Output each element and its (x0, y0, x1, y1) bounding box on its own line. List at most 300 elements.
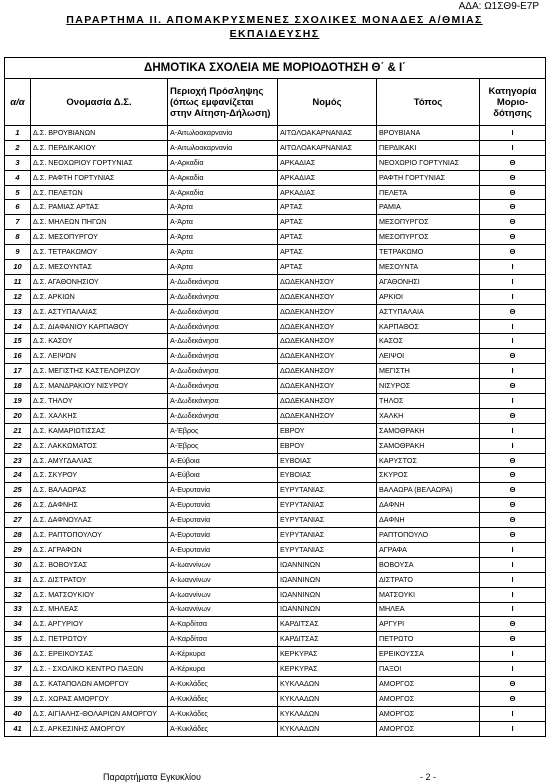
school-name: Δ.Σ. ΧΑΛΚΗΣ (31, 408, 168, 423)
score-category: Ι (480, 394, 546, 409)
prefecture: ΕΥΒΟΙΑΣ (278, 453, 377, 468)
table-row (5, 274, 546, 289)
hiring-area: Α-Εύβοια (168, 453, 278, 468)
table-row (5, 200, 546, 215)
row-number: 21 (5, 423, 31, 438)
school-name: Δ.Σ. ΔΑΦΝΟΥΛΑΣ (31, 513, 168, 528)
school-name: Δ.Σ. ΜΕΓΙΣΤΗΣ ΚΑΣΤΕΛΟΡΙΖΟΥ (31, 364, 168, 379)
school-name: Δ.Σ. ΛΕΙΨΩΝ (31, 349, 168, 364)
row-number: 9 (5, 245, 31, 260)
score-category: Θ (480, 304, 546, 319)
prefecture: ΕΒΡΟΥ (278, 423, 377, 438)
hiring-area: Α-Άρτα (168, 200, 278, 215)
hiring-area: Α-Δωδεκάνησα (168, 349, 278, 364)
score-category: Θ (480, 676, 546, 691)
hiring-area: Α-Δωδεκάνησα (168, 334, 278, 349)
school-name: Δ.Σ. ΧΩΡΑΣ ΑΜΟΡΓΟΥ (31, 691, 168, 706)
table-row (5, 721, 546, 736)
location: ΒΑΛΑΩΡΑ (ΒΕΛΑΩΡΑ) (377, 483, 480, 498)
prefecture: ΚΥΚΛΑΔΩΝ (278, 706, 377, 721)
location: ΑΡΓΥΡΙ (377, 617, 480, 632)
row-number: 4 (5, 170, 31, 185)
table-row (5, 126, 546, 141)
score-category: Ι (480, 602, 546, 617)
row-number: 20 (5, 408, 31, 423)
table-row (5, 319, 546, 334)
hiring-area: Α-Κυκλάδες (168, 721, 278, 736)
location: ΜΕΣΟΠΥΡΓΟΣ (377, 230, 480, 245)
location: ΣΑΜΟΘΡΑΚΗ (377, 423, 480, 438)
prefecture: ΙΩΑΝΝΙΝΩΝ (278, 572, 377, 587)
row-number: 32 (5, 587, 31, 602)
schools-table (4, 57, 546, 737)
row-number: 40 (5, 706, 31, 721)
school-name: Δ.Σ. ΑΡΚΕΣΙΝΗΣ ΑΜΟΡΓΟΥ (31, 721, 168, 736)
score-category: Θ (480, 170, 546, 185)
col-header-name: Ονομασία Δ.Σ. (31, 79, 168, 126)
location: ΝΕΟΧΩΡΙΟ ΓΟΡΤΥΝΙΑΣ (377, 155, 480, 170)
school-name: Δ.Σ. ΑΣΤΥΠΑΛΑΙΑΣ (31, 304, 168, 319)
score-category: Ι (480, 289, 546, 304)
hiring-area: Α-Ιωαννίνων (168, 572, 278, 587)
school-name: Δ.Σ. ΡΑΠΤΟΠΟΥΛΟΥ (31, 528, 168, 543)
row-number: 38 (5, 676, 31, 691)
row-number: 5 (5, 185, 31, 200)
prefecture: ΚΥΚΛΑΔΩΝ (278, 691, 377, 706)
table-row (5, 676, 546, 691)
school-name: Δ.Σ. ΕΡΕΙΚΟΥΣΑΣ (31, 647, 168, 662)
location: ΑΣΤΥΠΑΛΑΙΑ (377, 304, 480, 319)
prefecture: ΚΥΚΛΑΔΩΝ (278, 721, 377, 736)
location: ΒΡΟΥΒΙΑΝΑ (377, 126, 480, 141)
location: ΔΑΦΝΗ (377, 513, 480, 528)
ada-code: ΑΔΑ: Ω1ΣΘ9-Ε7Ρ (458, 1, 539, 12)
location: ΜΕΣΟΥΝΤΑ (377, 260, 480, 275)
score-category: Ι (480, 140, 546, 155)
prefecture: ΚΕΡΚΥΡΑΣ (278, 647, 377, 662)
school-name: Δ.Σ. ΑΜΥΓΔΑΛΙΑΣ (31, 453, 168, 468)
school-name: Δ.Σ. ΑΡΓΥΡΙΟΥ (31, 617, 168, 632)
score-category: Θ (480, 185, 546, 200)
location: ΑΡΚΙΟΙ (377, 289, 480, 304)
table-row (5, 453, 546, 468)
table-row (5, 587, 546, 602)
location: ΜΑΤΣΟΥΚΙ (377, 587, 480, 602)
location: ΑΜΟΡΓΟΣ (377, 721, 480, 736)
hiring-area: Α-Δωδεκάνησα (168, 289, 278, 304)
hiring-area: Α-Αιτωλοακαρνανία (168, 126, 278, 141)
page-title (0, 13, 549, 41)
prefecture: ΔΩΔΕΚΑΝΗΣΟΥ (278, 319, 377, 334)
table-row (5, 632, 546, 647)
table-title: ΔΗΜΟΤΙΚΑ ΣΧΟΛΕΙΑ ΜΕ ΜΟΡΙΟΔΟΤΗΣΗ Θ΄ & Ι΄ (5, 58, 546, 79)
hiring-area: Α-Άρτα (168, 245, 278, 260)
table-row (5, 542, 546, 557)
score-category: Θ (480, 245, 546, 260)
location: ΣΑΜΟΘΡΑΚΗ (377, 438, 480, 453)
score-category: Ι (480, 647, 546, 662)
row-number: 2 (5, 140, 31, 155)
location: ΚΑΡΠΑΘΟΣ (377, 319, 480, 334)
location: ΕΡΕΙΚΟΥΣΣΑ (377, 647, 480, 662)
row-number: 34 (5, 617, 31, 632)
hiring-area: Α-Αρκαδία (168, 170, 278, 185)
hiring-area: Α-Δωδεκάνησα (168, 274, 278, 289)
school-name: Δ.Σ. ΜΑΝΔΡΑΚΙΟΥ ΝΙΣΥΡΟΥ (31, 379, 168, 394)
location: ΑΜΟΡΓΟΣ (377, 691, 480, 706)
location: ΡΑΠΤΟΠΟΥΛΟ (377, 528, 480, 543)
table-row (5, 230, 546, 245)
prefecture: ΕΥΡΥΤΑΝΙΑΣ (278, 498, 377, 513)
prefecture: ΕΥΒΟΙΑΣ (278, 468, 377, 483)
table-row (5, 691, 546, 706)
score-category: Ι (480, 334, 546, 349)
location: ΠΕΛΕΤΑ (377, 185, 480, 200)
table-row (5, 155, 546, 170)
score-category: Θ (480, 230, 546, 245)
prefecture: ΑΡΚΑΔΙΑΣ (278, 185, 377, 200)
school-name: Δ.Σ. ΔΙΣΤΡΑΤΟΥ (31, 572, 168, 587)
footer-label: Παραρτήματα Εγκυκλίου (103, 772, 201, 782)
table-row (5, 304, 546, 319)
hiring-area: Α-Ευρυτανία (168, 498, 278, 513)
school-name: Δ.Σ. - ΣΧΟΛΙΚΟ ΚΕΝΤΡΟ ΠΑΞΩΝ (31, 662, 168, 677)
location: ΛΕΙΨΟΙ (377, 349, 480, 364)
hiring-area: Α-Κυκλάδες (168, 676, 278, 691)
school-name: Δ.Σ. ΣΚΥΡΟΥ (31, 468, 168, 483)
location: ΝΙΣΥΡΟΣ (377, 379, 480, 394)
location: ΑΓΑΘΟΝΗΣΙ (377, 274, 480, 289)
table-row (5, 423, 546, 438)
hiring-area: Α-Ευρυτανία (168, 528, 278, 543)
school-name: Δ.Σ. ΑΓΡΑΦΩΝ (31, 542, 168, 557)
score-category: Ι (480, 423, 546, 438)
row-number: 39 (5, 691, 31, 706)
table-row (5, 379, 546, 394)
col-header-category: Κατηγορία Μοριο-δότησης (480, 79, 546, 126)
score-category: Θ (480, 513, 546, 528)
row-number: 31 (5, 572, 31, 587)
prefecture: ΕΥΡΥΤΑΝΙΑΣ (278, 483, 377, 498)
page-number: - 2 - (420, 772, 437, 782)
prefecture: ΕΒΡΟΥ (278, 438, 377, 453)
hiring-area: Α-Δωδεκάνησα (168, 304, 278, 319)
school-name: Δ.Σ. ΚΑΤΑΠΟΛΩΝ ΑΜΟΡΓΟΥ (31, 676, 168, 691)
table-row (5, 483, 546, 498)
row-number: 19 (5, 394, 31, 409)
col-header-nomos: Νομός (278, 79, 377, 126)
prefecture: ΙΩΑΝΝΙΝΩΝ (278, 557, 377, 572)
row-number: 28 (5, 528, 31, 543)
table-row (5, 334, 546, 349)
school-name: Δ.Σ. ΠΕΛΕΤΩΝ (31, 185, 168, 200)
school-name: Δ.Σ. ΔΑΦΝΗΣ (31, 498, 168, 513)
score-category: Θ (480, 215, 546, 230)
score-category: Ι (480, 542, 546, 557)
table-row (5, 185, 546, 200)
row-number: 7 (5, 215, 31, 230)
school-name: Δ.Σ. ΝΕΟΧΩΡΙΟΥ ΓΟΡΤΥΝΙΑΣ (31, 155, 168, 170)
hiring-area: Α-Δωδεκάνησα (168, 408, 278, 423)
table-row (5, 662, 546, 677)
score-category: Ι (480, 438, 546, 453)
table-row (5, 215, 546, 230)
prefecture: ΑΡΚΑΔΙΑΣ (278, 170, 377, 185)
prefecture: ΔΩΔΕΚΑΝΗΣΟΥ (278, 349, 377, 364)
row-number: 36 (5, 647, 31, 662)
row-number: 33 (5, 602, 31, 617)
hiring-area: Α-Καρδίτσα (168, 632, 278, 647)
school-name: Δ.Σ. ΒΡΟΥΒΙΑΝΩΝ (31, 126, 168, 141)
row-number: 11 (5, 274, 31, 289)
row-number: 25 (5, 483, 31, 498)
score-category: Θ (480, 617, 546, 632)
score-category: Ι (480, 274, 546, 289)
hiring-area: Α-Εύβοια (168, 468, 278, 483)
hiring-area: Α-Ευρυτανία (168, 513, 278, 528)
prefecture: ΑΡΤΑΣ (278, 245, 377, 260)
hiring-area: Α-Καρδίτσα (168, 617, 278, 632)
hiring-area: Α-Κυκλάδες (168, 691, 278, 706)
row-number: 15 (5, 334, 31, 349)
row-number: 6 (5, 200, 31, 215)
table-row (5, 260, 546, 275)
prefecture: ΔΩΔΕΚΑΝΗΣΟΥ (278, 408, 377, 423)
table-row (5, 647, 546, 662)
prefecture: ΕΥΡΥΤΑΝΙΑΣ (278, 542, 377, 557)
table-row (5, 140, 546, 155)
school-name: Δ.Σ. ΡΑΜΙΑΣ ΑΡΤΑΣ (31, 200, 168, 215)
score-category: Ι (480, 364, 546, 379)
score-category: Θ (480, 200, 546, 215)
prefecture: ΕΥΡΥΤΑΝΙΑΣ (278, 513, 377, 528)
hiring-area: Α-Αρκαδία (168, 155, 278, 170)
prefecture: ΔΩΔΕΚΑΝΗΣΟΥ (278, 379, 377, 394)
school-name: Δ.Σ. ΤΕΤΡΑΚΩΜΟΥ (31, 245, 168, 260)
prefecture: ΑΡΚΑΔΙΑΣ (278, 155, 377, 170)
prefecture: ΚΥΚΛΑΔΩΝ (278, 676, 377, 691)
location: ΑΓΡΑΦΑ (377, 542, 480, 557)
score-category: Θ (480, 155, 546, 170)
table-row (5, 408, 546, 423)
location: ΚΑΡΥΣΤΟΣ (377, 453, 480, 468)
school-name: Δ.Σ. ΜΕΣΟΥΝΤΑΣ (31, 260, 168, 275)
location: ΔΑΦΝΗ (377, 498, 480, 513)
hiring-area: Α-Κυκλάδες (168, 706, 278, 721)
row-number: 18 (5, 379, 31, 394)
row-number: 17 (5, 364, 31, 379)
location: ΠΑΞΟΙ (377, 662, 480, 677)
table-row (5, 513, 546, 528)
location: ΤΕΤΡΑΚΩΜΟ (377, 245, 480, 260)
location: ΚΑΣΟΣ (377, 334, 480, 349)
table-row (5, 468, 546, 483)
school-name: Δ.Σ. ΜΗΛΕΩΝ ΠΗΓΩΝ (31, 215, 168, 230)
row-number: 1 (5, 126, 31, 141)
prefecture: ΔΩΔΕΚΑΝΗΣΟΥ (278, 304, 377, 319)
score-category: Ι (480, 662, 546, 677)
row-number: 8 (5, 230, 31, 245)
row-number: 24 (5, 468, 31, 483)
location: ΑΜΟΡΓΟΣ (377, 676, 480, 691)
prefecture: ΔΩΔΕΚΑΝΗΣΟΥ (278, 274, 377, 289)
prefecture: ΚΑΡΔΙΤΣΑΣ (278, 632, 377, 647)
location: ΣΚΥΡΟΣ (377, 468, 480, 483)
row-number: 3 (5, 155, 31, 170)
score-category: Θ (480, 468, 546, 483)
row-number: 29 (5, 542, 31, 557)
table-row (5, 364, 546, 379)
prefecture: ΑΙΤΩΛΟΑΚΑΡΝΑΝΙΑΣ (278, 126, 377, 141)
score-category: Θ (480, 483, 546, 498)
location: ΜΕΓΙΣΤΗ (377, 364, 480, 379)
prefecture: ΕΥΡΥΤΑΝΙΑΣ (278, 528, 377, 543)
hiring-area: Α-Δωδεκάνησα (168, 364, 278, 379)
prefecture: ΙΩΑΝΝΙΝΩΝ (278, 587, 377, 602)
table-row (5, 394, 546, 409)
school-name: Δ.Σ. ΛΑΚΚΩΜΑΤΟΣ (31, 438, 168, 453)
table-row (5, 498, 546, 513)
prefecture: ΑΡΤΑΣ (278, 200, 377, 215)
school-name: Δ.Σ. ΜΗΛΕΑΣ (31, 602, 168, 617)
prefecture: ΑΡΤΑΣ (278, 260, 377, 275)
row-number: 10 (5, 260, 31, 275)
hiring-area: Α-Δωδεκάνησα (168, 379, 278, 394)
prefecture: ΑΙΤΩΛΟΑΚΑΡΝΑΝΙΑΣ (278, 140, 377, 155)
score-category: Ι (480, 721, 546, 736)
table-row (5, 170, 546, 185)
school-name: Δ.Σ. ΑΓΑΘΟΝΗΣΙΟΥ (31, 274, 168, 289)
row-number: 26 (5, 498, 31, 513)
score-category: Ι (480, 126, 546, 141)
school-name: Δ.Σ. ΒΑΛΑΩΡΑΣ (31, 483, 168, 498)
table-row (5, 602, 546, 617)
row-number: 23 (5, 453, 31, 468)
score-category: Ι (480, 260, 546, 275)
prefecture: ΑΡΤΑΣ (278, 215, 377, 230)
hiring-area: Α-Αρκαδία (168, 185, 278, 200)
table-row (5, 557, 546, 572)
school-name: Δ.Σ. ΑΡΚΙΩΝ (31, 289, 168, 304)
score-category: Θ (480, 408, 546, 423)
school-name: Δ.Σ. ΚΑΜΑΡΙΩΤΙΣΣΑΣ (31, 423, 168, 438)
hiring-area: Α-Ευρυτανία (168, 542, 278, 557)
score-category: Ι (480, 572, 546, 587)
hiring-area: Α-Ευρυτανία (168, 483, 278, 498)
prefecture: ΔΩΔΕΚΑΝΗΣΟΥ (278, 364, 377, 379)
hiring-area: Α-Κέρκυρα (168, 647, 278, 662)
row-number: 41 (5, 721, 31, 736)
score-category: Ι (480, 319, 546, 334)
hiring-area: Α-Έβρος (168, 423, 278, 438)
col-header-aa: α/α (5, 79, 31, 126)
row-number: 30 (5, 557, 31, 572)
score-category: Θ (480, 498, 546, 513)
row-number: 27 (5, 513, 31, 528)
score-category: Θ (480, 691, 546, 706)
location: ΡΑΦΤΗ ΓΟΡΤΥΝΙΑΣ (377, 170, 480, 185)
score-category: Θ (480, 453, 546, 468)
row-number: 22 (5, 438, 31, 453)
location: ΜΕΣΟΠΥΡΓΟΣ (377, 215, 480, 230)
location: ΠΕΤΡΩΤΟ (377, 632, 480, 647)
prefecture: ΚΑΡΔΙΤΣΑΣ (278, 617, 377, 632)
score-category: Ι (480, 587, 546, 602)
hiring-area: Α-Κέρκυρα (168, 662, 278, 677)
school-name: Δ.Σ. ΑΙΓΙΑΛΗΣ-ΘΟΛΑΡΙΩΝ ΑΜΟΡΓΟΥ (31, 706, 168, 721)
title-line-1: ΠΑΡΑΡΤΗΜΑ ΙΙ. ΑΠΟΜΑΚΡΥΣΜΕΝΕΣ ΣΧΟΛΙΚΕΣ ΜΟΝΑΔΕΣ Α/ΘΜΙΑΣ (66, 14, 483, 26)
hiring-area: Α-Άρτα (168, 260, 278, 275)
col-header-area: Περιοχή Πρόσληψης (όπως εμφανίζεται στην Αίτηση-Δήλωση) (168, 79, 278, 126)
location: ΡΑΜΙΑ (377, 200, 480, 215)
school-name: Δ.Σ. ΤΗΛΟΥ (31, 394, 168, 409)
hiring-area: Α-Δωδεκάνησα (168, 394, 278, 409)
score-category: Θ (480, 379, 546, 394)
location: ΠΕΡΔΙΚΑΚΙ (377, 140, 480, 155)
hiring-area: Α-Έβρος (168, 438, 278, 453)
location: ΑΜΟΡΓΟΣ (377, 706, 480, 721)
school-name: Δ.Σ. ΜΕΣΟΠΥΡΓΟΥ (31, 230, 168, 245)
location: ΜΗΛΕΑ (377, 602, 480, 617)
table-row (5, 438, 546, 453)
location: ΔΙΣΤΡΑΤΟ (377, 572, 480, 587)
school-name: Δ.Σ. ΚΑΣΟΥ (31, 334, 168, 349)
score-category: Θ (480, 528, 546, 543)
prefecture: ΚΕΡΚΥΡΑΣ (278, 662, 377, 677)
hiring-area: Α-Ιωαννίνων (168, 602, 278, 617)
hiring-area: Α-Αιτωλοακαρνανία (168, 140, 278, 155)
school-name: Δ.Σ. ΡΑΦΤΗ ΓΟΡΤΥΝΙΑΣ (31, 170, 168, 185)
table-row (5, 706, 546, 721)
row-number: 12 (5, 289, 31, 304)
hiring-area: Α-Άρτα (168, 230, 278, 245)
location: ΤΗΛΟΣ (377, 394, 480, 409)
score-category: Ι (480, 706, 546, 721)
row-number: 13 (5, 304, 31, 319)
school-name: Δ.Σ. ΠΕΡΔΙΚΑΚΙΟΥ (31, 140, 168, 155)
prefecture: ΔΩΔΕΚΑΝΗΣΟΥ (278, 394, 377, 409)
col-header-topos: Τόπος (377, 79, 480, 126)
hiring-area: Α-Ιωαννίνων (168, 557, 278, 572)
score-category: Ι (480, 557, 546, 572)
hiring-area: Α-Άρτα (168, 215, 278, 230)
prefecture: ΑΡΤΑΣ (278, 230, 377, 245)
school-name: Δ.Σ. ΔΙΑΦΑΝΙΟΥ ΚΑΡΠΑΘΟΥ (31, 319, 168, 334)
school-name: Δ.Σ. ΠΕΤΡΩΤΟΥ (31, 632, 168, 647)
location: ΒΟΒΟΥΣΑ (377, 557, 480, 572)
table-row (5, 572, 546, 587)
table-row (5, 289, 546, 304)
school-name: Δ.Σ. ΒΟΒΟΥΣΑΣ (31, 557, 168, 572)
row-number: 37 (5, 662, 31, 677)
hiring-area: Α-Δωδεκάνησα (168, 319, 278, 334)
table-row (5, 617, 546, 632)
row-number: 16 (5, 349, 31, 364)
location: ΧΑΛΚΗ (377, 408, 480, 423)
table-row (5, 528, 546, 543)
table-row (5, 349, 546, 364)
prefecture: ΙΩΑΝΝΙΝΩΝ (278, 602, 377, 617)
prefecture: ΔΩΔΕΚΑΝΗΣΟΥ (278, 289, 377, 304)
prefecture: ΔΩΔΕΚΑΝΗΣΟΥ (278, 334, 377, 349)
row-number: 35 (5, 632, 31, 647)
school-name: Δ.Σ. ΜΑΤΣΟΥΚΙΟΥ (31, 587, 168, 602)
table-row (5, 245, 546, 260)
score-category: Θ (480, 349, 546, 364)
score-category: Θ (480, 632, 546, 647)
row-number: 14 (5, 319, 31, 334)
title-line-2: ΕΚΠΑΙΔΕΥΣΗΣ (229, 28, 320, 40)
